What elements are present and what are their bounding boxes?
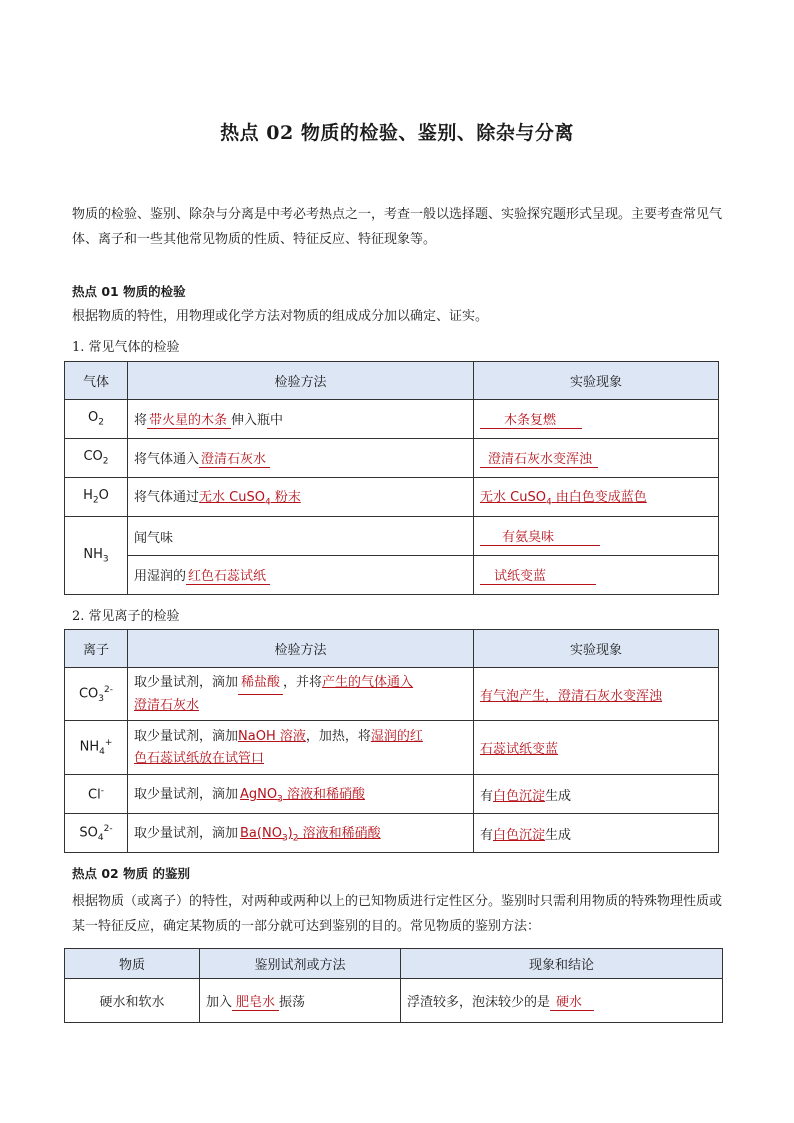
answer-blank: 白色沉淀 <box>493 827 546 843</box>
answer-blank: 无水 CuSO$_4$ 由白色变成蓝色 <box>480 490 647 508</box>
answer-blank: 产生的气体通入 <box>322 674 414 690</box>
header-ion: 离子 <box>65 630 128 668</box>
result-cell: 有白色沉淀生成 <box>474 814 719 853</box>
answer-blank: 有气泡产生，澄清石灰水变浑浊 <box>480 688 663 704</box>
gas-cell: $NH_3$ <box>65 517 128 595</box>
result-cell <box>474 400 719 439</box>
result-cell <box>474 721 719 775</box>
table-row <box>65 668 719 721</box>
table-row <box>65 979 723 1023</box>
answer-blank: 红色石蕊试纸 <box>186 565 270 585</box>
answer-blank: 石蕊试纸变蓝 <box>480 742 559 757</box>
table-row <box>65 400 719 439</box>
answer-blank: 无水 CuSO$_4$ 粉末 <box>199 490 301 508</box>
ion-cell: Cl- <box>65 775 128 814</box>
result-cell <box>474 478 719 517</box>
answer-blank: 硬水 <box>550 991 594 1011</box>
answer-blank: 试纸变蓝 <box>480 565 596 585</box>
ion-detection-table <box>64 629 719 853</box>
table-row <box>65 556 719 595</box>
table-row <box>65 517 719 556</box>
result-cell <box>474 556 719 595</box>
method-cell: 将气体通过无水 CuSO$_4$ 粉末 <box>128 478 474 517</box>
header-phenomenon: 实验现象 <box>474 630 719 668</box>
section2-description: 根据物质（或离子）的特性，对两种或两种以上的已知物质进行定性区分。鉴别时只需利用物质的特殊物理性质或某一特征反应，确定某物质的一部分就可达到鉴别的目的。常见物质的鉴别方法： <box>72 894 723 934</box>
gas-detection-table <box>64 361 719 595</box>
result-cell <box>474 517 719 556</box>
method-cell: 取少量试剂，滴加NaOH 溶液，加热，将湿润的红 色石蕊试纸放在试管口 <box>128 721 474 775</box>
answer-blank: NaOH 溶液 <box>238 728 306 744</box>
answer-blank: AgNO$_3$ 溶液和稀硝酸 <box>240 787 365 805</box>
table-row <box>65 775 719 814</box>
header-method: 检验方法 <box>128 362 474 400</box>
method-cell: 加入 肥皂水 振荡 <box>200 979 401 1023</box>
gas-cell: $H_2O$ <box>65 478 128 517</box>
ion-subheading: 2. 常见离子的检验 <box>72 609 180 624</box>
section1-description: 根据物质的特性，用物理或化学方法对物质的组成成分加以确定、证实。 <box>72 309 489 324</box>
ion-cell: $SO_4^{2-}$ <box>65 814 128 853</box>
section1-heading: 热点 01 物质的检验 <box>72 284 186 299</box>
method-cell: 闻气味 <box>128 517 474 556</box>
header-phenomenon: 实验现象 <box>474 362 719 400</box>
header-substance: 物质 <box>65 949 200 979</box>
header-gas: 气体 <box>65 362 128 400</box>
answer-blank: 稀盐酸 <box>238 672 283 695</box>
gas-cell: $CO_2$ <box>65 439 128 478</box>
answer-blank: 肥皂水 <box>232 991 279 1011</box>
answer-blank: 色石蕊试纸放在试管口 <box>134 750 265 766</box>
answer-blank: 澄清石灰水变浑浊 <box>480 448 598 468</box>
result-cell <box>474 439 719 478</box>
method-cell: 取少量试剂，滴加 AgNO$_3$ 溶液和稀硝酸 <box>128 775 474 814</box>
ion-cell: $CO_3^{2-}$ <box>65 668 128 721</box>
table-row <box>65 439 719 478</box>
answer-blank: 带火星的木条 <box>147 409 231 429</box>
identification-table <box>64 948 723 1023</box>
method-cell: 用湿润的 红色石蕊试纸 <box>128 556 474 595</box>
page-title: 热点 02 物质的检验、鉴别、除杂与分离 <box>220 122 574 144</box>
method-cell: 取少量试剂，滴加 稀盐酸 ，并将产生的气体通入 澄清石灰水 <box>128 668 474 721</box>
intro-paragraph: 物质的检验、鉴别、除杂与分离是中考必考热点之一，考查一般以选择题、实验探究题形式呈现。主要考查常见气体、离子和一些其他常见物质的性质、特征反应、特征现象等。 <box>72 207 723 247</box>
table-row <box>65 478 719 517</box>
section2-heading: 热点 02 物质 的鉴别 <box>72 866 190 881</box>
substance-cell: 硬水和软水 <box>65 979 200 1023</box>
result-cell <box>474 668 719 721</box>
result-cell: 浮渣较多，泡沫较少的是 硬水 <box>401 979 723 1023</box>
header-reagent: 鉴别试剂或方法 <box>200 949 401 979</box>
answer-blank: 湿润的红 <box>370 728 423 744</box>
header-method: 检验方法 <box>128 630 474 668</box>
table-row <box>65 814 719 853</box>
table-row <box>65 721 719 775</box>
answer-blank: 木条复燃 <box>480 409 582 429</box>
result-cell: 有白色沉淀生成 <box>474 775 719 814</box>
gas-cell: $O_2$ <box>65 400 128 439</box>
answer-blank: 澄清石灰水 <box>134 697 200 713</box>
header-conclusion: 现象和结论 <box>401 949 723 979</box>
answer-blank: 有氨臭味 <box>480 526 600 546</box>
ion-cell: $NH_4^+$ <box>65 721 128 775</box>
method-cell: 将气体通入 澄清石灰水 <box>128 439 474 478</box>
gas-subheading: 1. 常见气体的检验 <box>72 340 180 355</box>
answer-blank: $Ba(NO_3)_2$ 溶液和稀硝酸 <box>240 826 381 844</box>
method-cell: 取少量试剂，滴加 $Ba(NO_3)_2$ 溶液和稀硝酸 <box>128 814 474 853</box>
answer-blank: 澄清石灰水 <box>199 448 270 468</box>
method-cell: 将 带火星的木条 伸入瓶中 <box>128 400 474 439</box>
answer-blank: 白色沉淀 <box>493 788 546 804</box>
